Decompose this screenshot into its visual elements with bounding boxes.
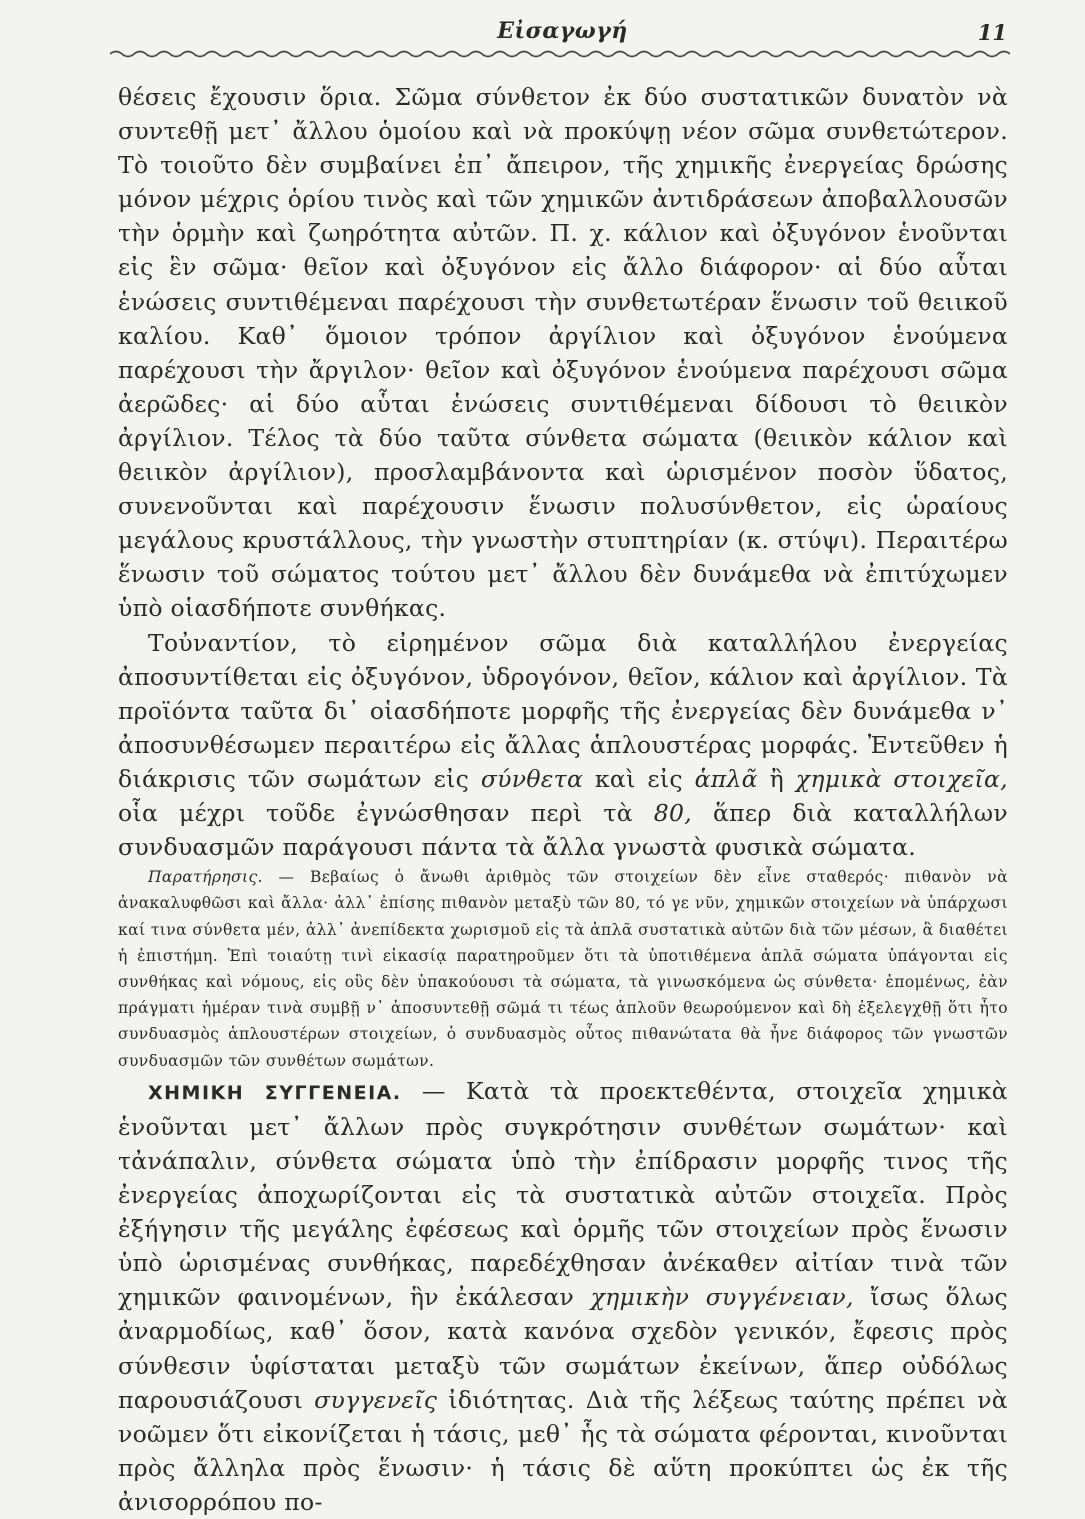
p2-text-d: οἷα μέχρι τοῦδε ἐγνώσθησαν περὶ τὰ xyxy=(118,798,633,827)
p2-text-a: Τοὐναντίον, τὸ εἰρημένον σῶμα διὰ καταλλήλου ἐνεργείας ἀποσυντίθεται εἰς ὀξυγόνον, ὑδρογόνον, θεῖον, κάλιον καὶ ἀργίλιον. Τὰ προϊόντα ταῦτα δι᾽ οἱασδήποτε μορφῆς τῆς ἐνεργείας δὲν δυνάμεθα ν᾽ ἀποσυνθέσωμεν περαιτέρω εἰς ἄλλας ἁπλουστέρας μορφάς. Ἐντεῦθεν ἡ διάκρισις τῶν σωμάτων εἰς xyxy=(118,628,1008,793)
footnote-remark xyxy=(118,864,1008,1074)
p2-text-b: καὶ εἰς xyxy=(594,764,683,793)
page-number: 11 xyxy=(977,20,1007,45)
section-text-a: — Κατὰ τὰ προεκτεθέντα, στοιχεῖα χημικὰ ἑνοῦνται μετ᾽ ἄλλων πρὸς συγκρότησιν συνθέτων σωμάτων· καὶ τἀνάπαλιν, σύνθετα σώματα ὑπὸ τὴν ἐπίδρασιν μορφῆς τινος τῆς ἐνεργείας ἀποχωρίζονται εἰς τὰ συστατικὰ αὐτῶν στοιχεῖα. Πρὸς ἐξήγησιν τῆς μεγάλης ἐφέσεως καὶ ὁρμῆς τῶν στοιχείων πρὸς ἕνωσιν ὑπὸ ὡρισμένας συνθήκας, παρεδέχθησαν ἀνέκαθεν αἰτίαν τινὰ τῶν χημικῶν φαινομένων, ἣν ἐκάλεσαν xyxy=(118,1076,1008,1312)
paragraph-1: θέσεις ἔχουσιν ὅρια. Σῶμα σύνθετον ἐκ δύο συστατικῶν δυνατὸν νὰ συντεθῇ μετ᾽ ἄλλου ὁμοίου καὶ νὰ προκύψῃ νέον σῶμα συνθετώτερον. Τὸ τοιοῦτο δὲν συμβαίνει ἐπ᾽ ἄπειρον, τῆς χημικῆς ἐνεργείας δρώσης μόνον μέχρις ὁρίου τινὸς καὶ τῶν χημικῶν ἀντιδράσεων ἀποβαλλουσῶν τὴν ὁρμὴν καὶ ζωηρότητα αὐτῶν. Π. χ. κάλιον καὶ ὀξυγόνον ἑνοῦνται εἰς ἓν σῶμα· θεῖον καὶ ὀξυγόνον εἰς ἄλλο διάφορον· αἱ δύο αὗται ἑνώσεις συντιθέμεναι παρέχουσι τὴν συνθετωτέραν ἕνωσιν τοῦ θειικοῦ καλίου. Καθ᾽ ὅμοιον τρόπον ἀργίλιον καὶ ὀξυγόνον ἑνούμενα παρέχουσι τὴν ἄργιλον· θεῖον καὶ ὀξυγόνον ἑνούμενα παρέχουσι σῶμα ἀερῶδες· αἱ δύο αὗται ἑνώσεις συντιθέμεναι δίδουσι τὸ θειικὸν ἀργίλιον. Τέλος τὰ δύο ταῦτα σύνθετα σώματα (θειικὸν κάλιον καὶ θειικὸν ἀργίλιον), προσλαμβάνοντα καὶ ὡρισμένον ποσὸν ὕδατος, συνενοῦνται καὶ παρέχουσιν ἕνωσιν πολυσύνθετον, εἰς ὡραίους μεγάλους κρυστάλλους, τὴν γνωστὴν στυπτηρίαν (κ. στύψι). Περαιτέρω ἕνωσιν τοῦ σώματος τούτου μετ᾽ ἄλλου δὲν δυνάμεθα νὰ ἐπιτύχωμεν ὑπὸ οἱασδήποτε συνθήκας. xyxy=(118,83,1008,623)
section-text-b: ἴσως ὅλως ἀναρμοδίως, καθ᾽ ὅσον, κατὰ κανόνα σχεδὸν γενικόν, ἔφεσις πρὸς σύνθεσιν ὑφίσταται μεταξὺ τῶν σωμάτων ἐκείνων, ἅπερ οὐδόλως παρουσιάζουσι xyxy=(118,1283,1009,1414)
term-chemical-affinity: χημικὴν συγγένειαν, xyxy=(590,1283,854,1312)
section-text-c: ἰδιότητας. Διὰ τῆς λέξεως ταύτης πρέπει νὰ νοῶμεν ὅτι εἰκονίζεται ἡ τάσις, μεθ᾽ ἧς τὰ σώματα φέρονται, κινοῦνται πρὸς ἄλληλα πρὸς ἕνωσιν· ἡ τάσις δὲ αὕτη προκύπτει ὡς ἐκ τῆς ἀνισορρόπου πο- xyxy=(118,1385,1008,1516)
term-simple: ἁπλᾶ xyxy=(694,764,758,793)
term-chemical-elements: χημικὰ στοιχεῖα, xyxy=(795,764,1008,793)
term-related: συγγενεῖς xyxy=(314,1385,438,1414)
note-text: — Βεβαίως ὁ ἄνωθι ἀριθμὸς τῶν στοιχείων δὲν εἶνε σταθερός· πιθανὸν νὰ ἀνακαλυφθῶσι καὶ ἄλλα· ἀλλ᾽ ἐπίσης πιθανὸν μεταξὺ τῶν 80, τό γε νῦν, χημικῶν στοιχείων νὰ ὑπάρχωσι καί τινα σύνθετα μέν, ἀλλ᾽ ἀνεπίδεκτα χωρισμοῦ εἰς τὰ ἁπλᾶ συστατικὰ αὐτῶν διὰ τῶν μέσων, ἃ διαθέτει ἡ ἐπιστήμη. Ἐπὶ τοιαύτῃ τινὶ εἰκασίᾳ παρατηροῦμεν ὅτι τὰ ὑποτιθέμενα ἁπλᾶ σώματα ὑπάγονται εἰς συνθήκας καὶ νόμους, εἰς οὓς δὲν ὑπακούουσι τὰ σώματα, τὰ γινωσκόμενα ὡς σύνθετα· ἑπομένως, ἐὰν πράγματι ἡμέραν τινὰ συμβῇ ν᾽ ἀποσυντεθῇ σῶμά τι τέως ἁπλοῦν θεωρούμενον καὶ δὴ ἐξελεγχθῇ ὅτι ἦτο συνδυασμὸς ἁπλουστέρων στοιχείων, ὁ συνδυασμὸς οὗτος πιθανώτατα θὰ ἦνε διάφορος τῶν γνωστῶν συνδυασμῶν τῶν συνθέτων σωμάτων. xyxy=(118,868,1008,1070)
paragraph-2 xyxy=(118,626,1008,865)
section-chemical-affinity xyxy=(118,1074,1008,1519)
page-body xyxy=(118,80,1008,1519)
header-wavy-rule xyxy=(110,46,1010,60)
term-synthetic: σύνθετα xyxy=(480,764,584,793)
page-header xyxy=(118,14,1007,44)
p2-text-c: ἢ xyxy=(769,764,785,793)
section-heading: ΧΗΜΙΚΗ ΣΥΓΓΕΝΕΙΑ. xyxy=(148,1081,402,1104)
note-label: Παρατήρησις. xyxy=(148,868,263,887)
element-count: 80, xyxy=(653,798,693,827)
p2-text-e: ἅπερ διὰ καταλλήλων συνδυασμῶν παράγουσι πάντα τὰ ἄλλα γνωστὰ φυσικὰ σώματα. xyxy=(118,798,1008,862)
running-title: Εἰσαγωγή xyxy=(497,18,628,44)
